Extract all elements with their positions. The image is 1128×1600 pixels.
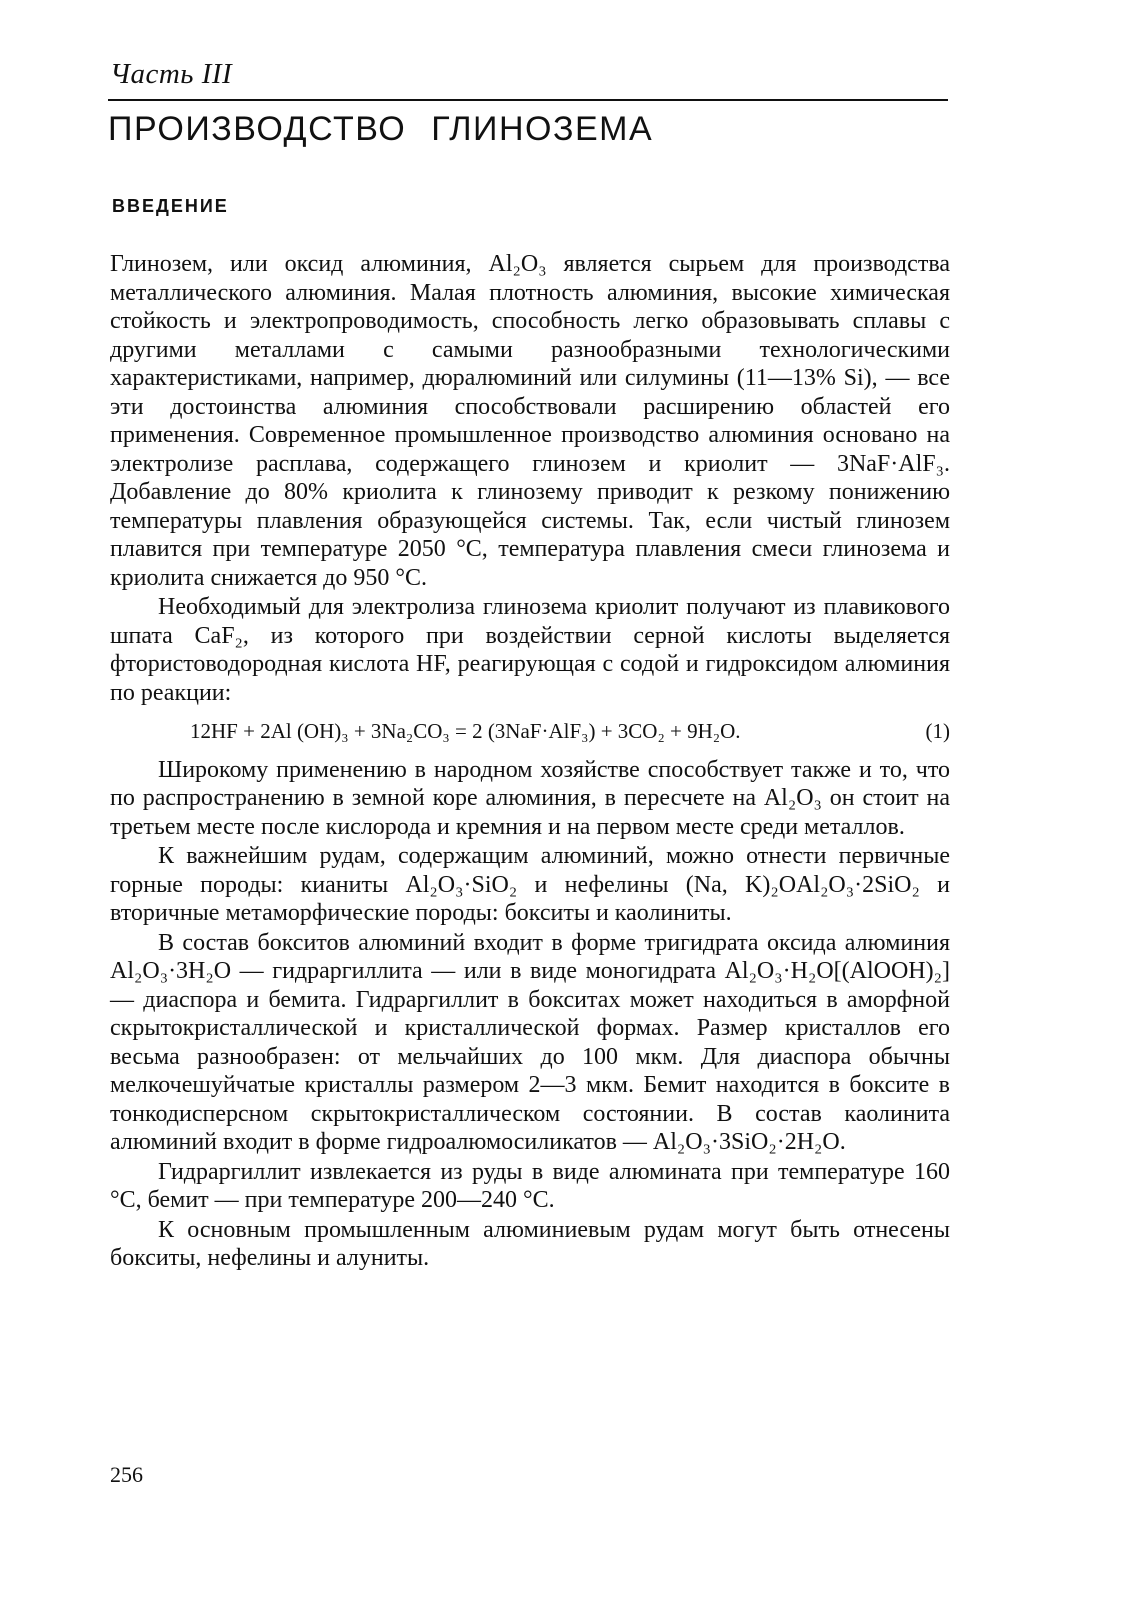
header-rule [108,99,948,101]
paragraph-4: К важнейшим рудам, содержащим алюминий, можно отнести первичные горные породы: кианиты Al₂O₃·SiO₂ и нефелины (Na, K)₂OAl₂O₃·2SiO₂ и вторичные метаморфические породы: бокситы и каолиниты. [110,843,950,926]
chapter-title: ПРОИЗВОДСТВО ГЛИНОЗЕМА [108,110,654,148]
page-number: 256 [110,1462,143,1487]
section-heading: ВВЕДЕНИЕ [112,196,229,216]
paragraph-2: Необходимый для электролиза глинозема криолит получают из плавикового шпата CaF₂, из которого при воздействии серной кислоты выделяется фтористоводородная кислота HF, реагирующая с содой и гидроксидом алюминия по реакции: [110,594,950,706]
equation-number: (1) [925,719,950,743]
equation-text: 12HF + 2Al (OH)₃ + 3Na₂CO₃ = 2 (3NaF·AlF₃) + 3CO₂ + 9H₂O. [190,719,741,743]
paragraph-1: Глинозем, или оксид алюминия, Al₂O₃ является сырьем для производства металлического алюминия. Малая плотность алюминия, высокие химическая стойкость и электропроводимость, способность легко образовывать сплавы с другими металлами с самыми разнообразными технологическими характеристиками, например, дюралюминий или силумины (11—13% Si), — все эти достоинства алюминия способствовали расширению областей его применения. Современное промышленное производство алюминия основано на электролизе расплава, содержащего глинозем и криолит — 3NaF·AlF₃. Добавление до 80% криолита к глинозему приводит к резкому понижению температуры плавления образующейся системы. Так, если чистый глинозем плавится при температуре 2050 °C, температура плавления смеси глинозема и криолита снижается до 950 °C. [110,251,950,591]
paragraph-7: К основным промышленным алюминиевым рудам могут быть отнесены бокситы, нефелины и алуниты. [110,1216,950,1271]
body-text [110,250,950,1274]
paragraph-5: В состав бокситов алюминий входит в форме тригидрата оксида алюминия Al₂O₃·3H₂O — гидраргиллита — или в виде моногидрата Al₂O₃·H₂O[(AlOOH)₂] — диаспора и бемита. Гидраргиллит в бокситах может находиться в аморфной скрытокристаллической и кристаллической формах. Размер кристаллов его весьма разнообразен: от мельчайших до 100 мкм. Для диаспора обычны мелкочешуйчатые кристаллы размером 2—3 мкм. Бемит находится в боксите в тонкодисперсном скрытокристаллическом состоянии. В состав каолинита алюминий входит в форме гидроалюмосиликатов — Al₂O₃·3SiO₂·2H₂O. [110,929,950,1155]
part-label: Часть III [110,58,233,90]
paragraph-6: Гидраргиллит извлекается из руды в виде алюмината при температуре 160 °C, бемит — при температуре 200—240 °C. [110,1158,950,1213]
equation-1 [110,717,950,746]
paragraph-3: Широкому применению в народном хозяйстве способствует также и то, что по распространению в земной коре алюминия, в пересчете на Al₂O₃ он стоит на третьем месте после кислорода и кремния и на первом месте среди металлов. [110,756,950,840]
